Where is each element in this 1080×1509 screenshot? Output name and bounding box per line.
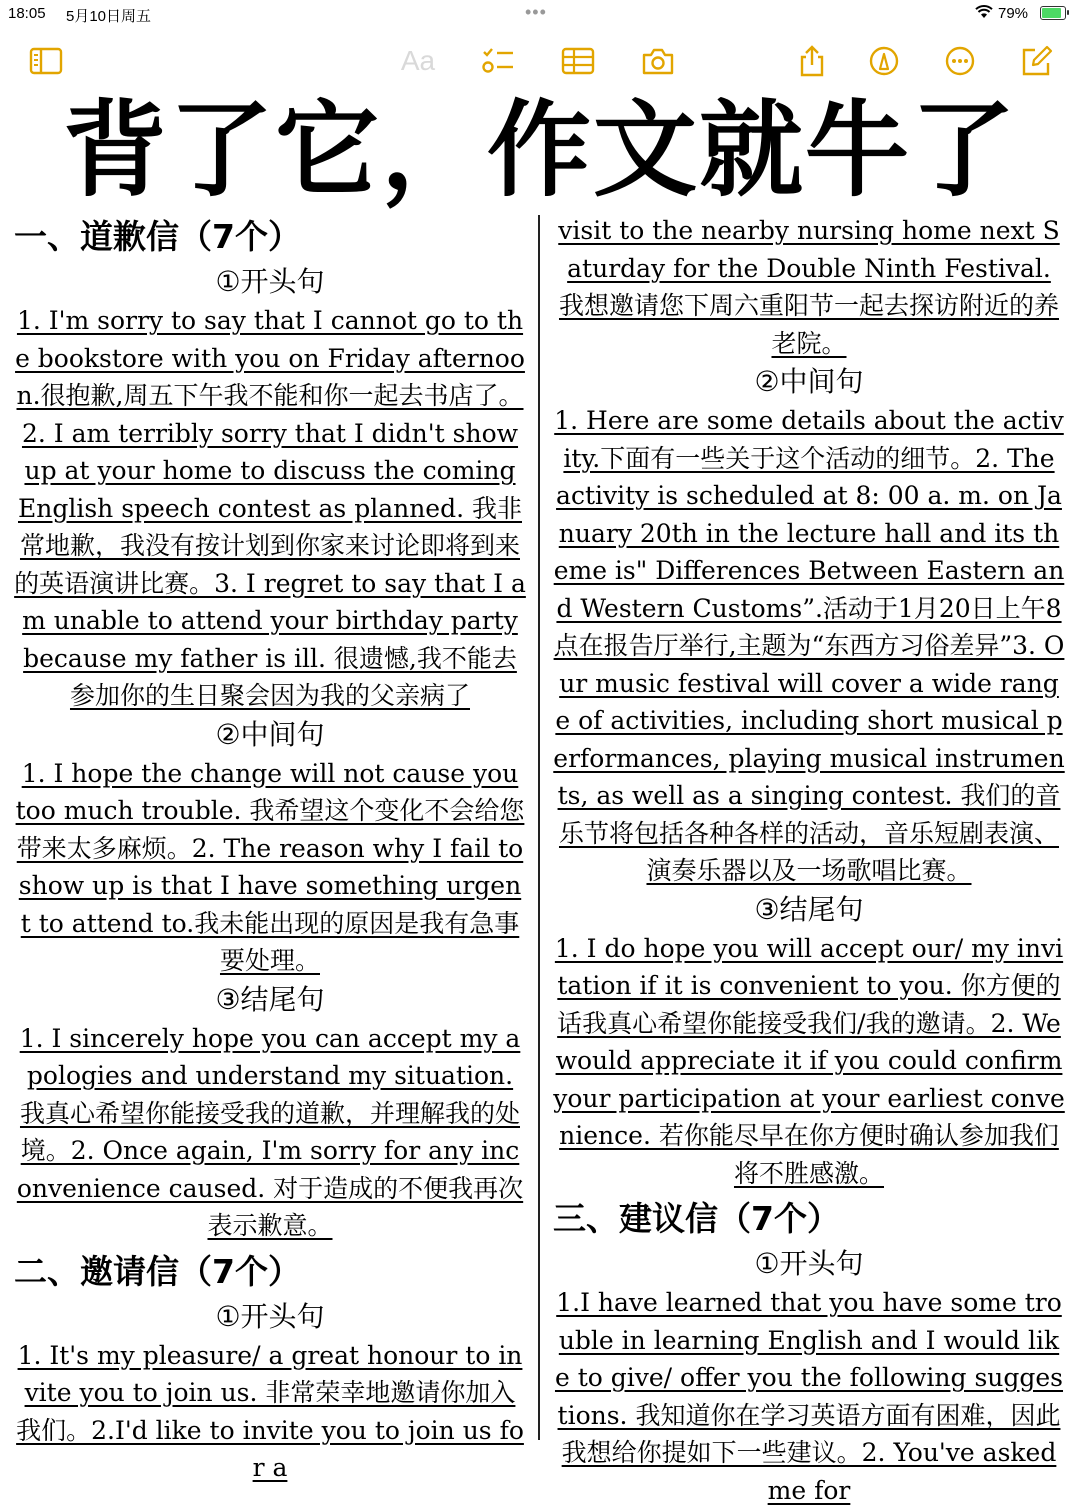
status-time: 18:05: [8, 5, 46, 22]
subheading-ending: ③结尾句: [215, 982, 325, 1016]
battery-icon: [1040, 6, 1066, 20]
invitation-opening-continued: visit to the nearby nursing home next Saturday for the Double Ninth Festival. 我想邀请您下周六重阳节一起去探访附近的养老院。: [558, 216, 1060, 358]
column-divider: [538, 215, 540, 1440]
wifi-icon: [975, 5, 993, 19]
compose-icon: [1019, 45, 1053, 77]
invitation-opening-text: 1. It's my pleasure/ a great honour to invite you to join us. 非常荣幸地邀请你加入我们。2.I'd like to invite you to join us for a: [16, 1340, 524, 1482]
section-heading-invitation: 二、邀请信（7个）: [14, 1251, 301, 1291]
camera-button[interactable]: [640, 44, 676, 78]
markup-button[interactable]: [866, 44, 902, 78]
camera-icon: [641, 45, 675, 77]
apology-opening-text: 1. I'm sorry to say that I cannot go to the bookstore with you on Friday afternoon.很抱歉,周五下午我不能和你一起去书店了。2. I am terribly sorry that I didn't show up at your home to discuss the coming English speech contest as planned. 我非常地歉，我没有按计划到你家来讨论即将到来的英语演讲比赛。3. I regret to say that I am unable to attend your birthday party because my father is ill. 很遗憾,我不能去参加你的生日聚会因为我的父亲病了: [14, 306, 526, 710]
apology-middle-text: 1. I hope the change will not cause you too much trouble. 我希望这个变化不会给您带来太多麻烦。2. The reason why I fail to show up is that I have something urgent to attend to.我未能出现的原因是我有急事要处理。: [15, 758, 525, 975]
notes-toolbar: [0, 38, 1080, 84]
subheading-ending: ③结尾句: [754, 892, 864, 926]
section-heading-suggestion: 三、建议信（7个）: [553, 1199, 840, 1238]
markup-icon: [867, 45, 901, 77]
section-heading-apology: 一、道歉信（7个）: [14, 217, 301, 256]
share-icon: [795, 45, 829, 77]
invitation-ending-text: 1. I do hope you will accept our/ my invitation if it is convenient to you. 你方便的话我真心希望你能接受我们/我的邀请。2. We would appreciate it if you could confirm your participation at your earliest convenience. 若你能尽早在你方便时确认参加我们将不胜感激。: [553, 933, 1065, 1188]
subheading-opening: ①开头句: [215, 265, 325, 298]
more-icon: [943, 45, 977, 77]
left-column: [14, 210, 526, 1482]
table-button[interactable]: [560, 44, 596, 78]
table-icon: [561, 45, 595, 77]
multitasking-handle[interactable]: •••: [525, 2, 547, 22]
suggestion-opening-text: 1.I have learned that you have some trouble in learning English and I would like to give/ offer you the following suggestions. 我知道你在学习英语方面有困难，因此我想给你提如下一些建议。2. You've asked me for: [554, 1288, 1064, 1505]
more-button[interactable]: [942, 44, 978, 78]
sidebar-toggle-button[interactable]: [28, 44, 64, 78]
share-button[interactable]: [794, 44, 830, 78]
status-date: 5月10日周五: [66, 8, 152, 25]
apology-ending-text: 1. I sincerely hope you can accept my apologies and understand my situation. 我真心希望你能接受我的道歉，并理解我的处境。2. Once again, I'm sorry for any inconvenience caused. 对于造成的不便我再次表示歉意。: [16, 1023, 524, 1240]
sidebar-icon: [29, 45, 63, 77]
subheading-opening: ①开头句: [754, 1247, 864, 1280]
right-column: [553, 210, 1065, 1505]
subheading-middle: ②中间句: [754, 365, 864, 398]
invitation-middle-text: 1. Here are some details about the activity.下面有一些关于这个活动的细节。2. The activity is scheduled at 8: 00 a. m. on January 20th in the lecture hall and its theme is" Differences Between Eastern and Western Customs”.活动于1月20日上午8点在报告厅举行,主题为“东西方习俗差异”3. Our music festival will cover a wide range of activities, including short musical performances, playing musical instruments, as well as a singing contest. 我们的音乐节将包括各种各样的活动，音乐短剧表演、演奏乐器以及一场歌唱比赛。: [553, 406, 1065, 885]
subheading-opening: ①开头句: [215, 1299, 325, 1333]
note-title: 背了它，作文就牛了: [62, 89, 1017, 211]
status-bar: [0, 0, 1080, 30]
format-button[interactable]: Aa: [400, 45, 436, 76]
checklist-icon: [481, 45, 515, 77]
battery-percentage: 79%: [998, 5, 1029, 22]
checklist-button[interactable]: [480, 44, 516, 78]
subheading-middle: ②中间句: [215, 717, 325, 751]
compose-button[interactable]: [1018, 44, 1054, 78]
